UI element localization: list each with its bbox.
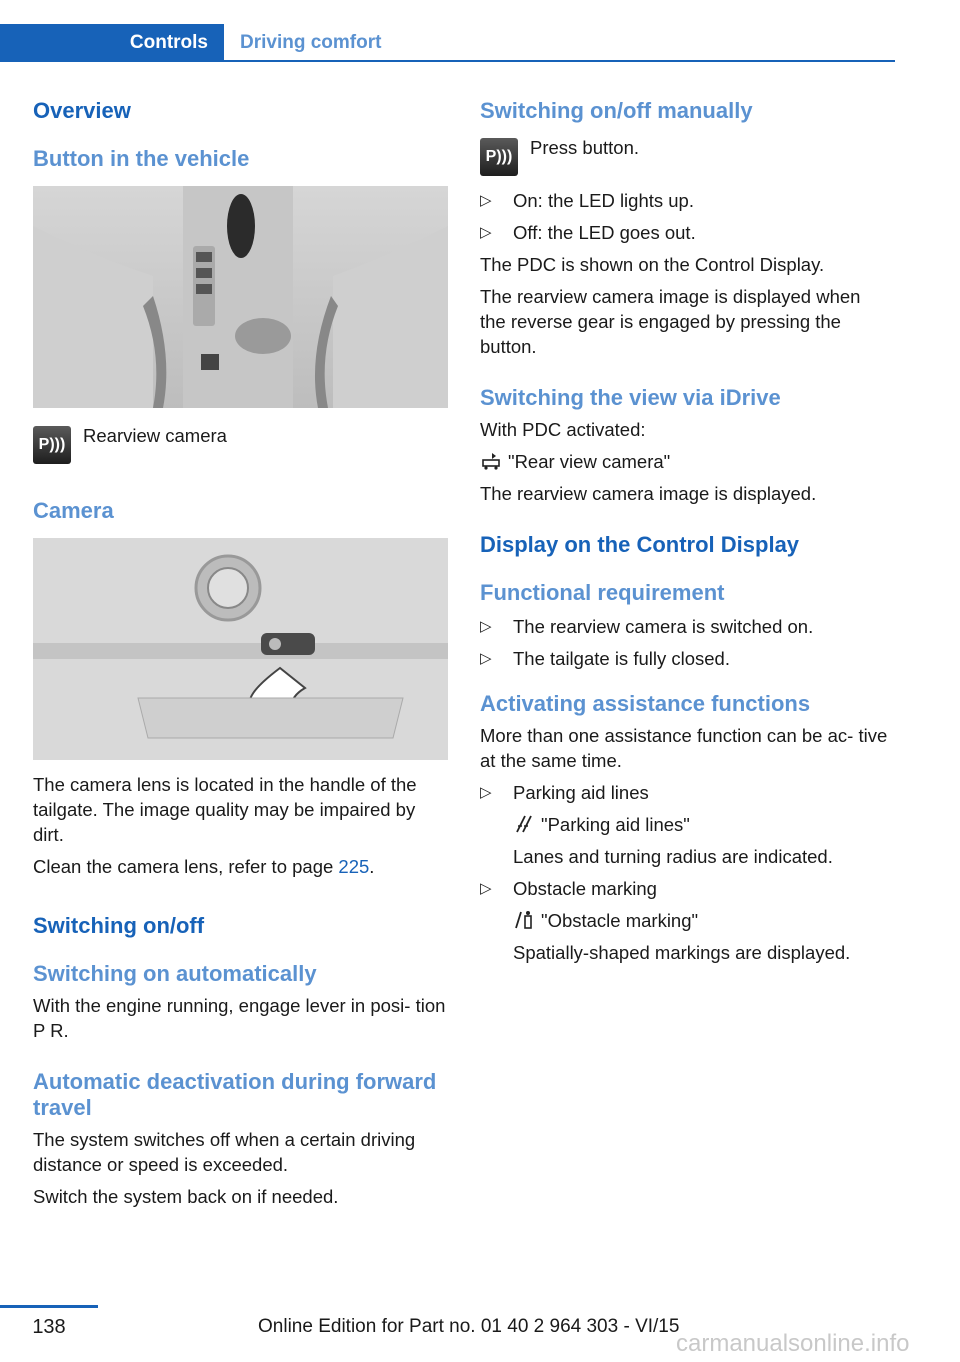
tailgate-photo <box>33 538 448 760</box>
clean-text-body: Clean the camera lens, refer to page <box>33 856 339 877</box>
assist-text: More than one assistance function can be ac‐ tive at the same time. <box>480 725 888 771</box>
deactivation-text: The system switches off when a certain driving distance or speed is exceeded. <box>33 1129 416 1175</box>
obstacle-label: "Obstacle marking" <box>541 910 699 931</box>
pdc-text: The PDC is shown on the Control Display. <box>480 254 825 275</box>
page-number: 138 <box>32 1316 66 1338</box>
page-ref-link[interactable]: 225 <box>338 856 370 877</box>
bullet-icon: ▷ <box>480 618 492 635</box>
display-heading: Display on the Control Display <box>480 532 800 557</box>
press-button-row <box>480 138 890 176</box>
idrive-heading: Switching the view via iDrive <box>480 385 781 410</box>
obstacle-marking-icon <box>513 908 535 930</box>
list-item <box>480 646 890 671</box>
reverse-text: The rearview camera image is displayed when the reverse gear is engaged by pressing the button. <box>480 286 861 357</box>
list-item-text: The tailgate is fully closed. <box>513 648 730 669</box>
led-list <box>480 188 890 245</box>
overview-heading: Overview <box>33 98 131 123</box>
header-subsection: Driving comfort <box>240 32 382 53</box>
list-item-text: Off: the LED goes out. <box>513 222 696 243</box>
list-item-text: On: the LED lights up. <box>513 190 694 211</box>
left-column <box>33 96 448 1209</box>
watermark: carmanualsonline.info <box>676 1330 910 1357</box>
rear-view-option <box>480 449 890 474</box>
camera-car-icon <box>480 449 502 471</box>
list-item <box>480 188 890 213</box>
deactivation-text-2: Switch the system back on if needed. <box>33 1186 339 1207</box>
list-item <box>480 876 890 965</box>
footer-divider <box>0 1305 98 1308</box>
auto-heading: Switching on automatically <box>33 961 317 986</box>
auto-text: With the engine running, engage lever in posi‐ tion P R. <box>33 995 446 1041</box>
header-section-tab <box>0 24 224 62</box>
camera-heading: Camera <box>33 498 114 523</box>
pdc-button-icon-2: P))) <box>480 138 518 176</box>
obstacle-option <box>513 908 890 933</box>
camera-text: The camera lens is located in the handle of the tailgate. The image quality may be impaired by dirt. <box>33 774 417 845</box>
obstacle-title: Obstacle marking <box>513 878 657 899</box>
console-photo <box>33 186 448 408</box>
parking-lines-icon <box>513 812 535 834</box>
idrive-text: With PDC activated: <box>480 419 646 440</box>
list-item <box>480 220 890 245</box>
header-section-label: Controls <box>129 32 208 53</box>
pdc-button-icon: P))) <box>33 426 71 464</box>
rearview-icon-row <box>33 426 448 464</box>
press-button-text: Press button. <box>530 137 640 158</box>
assist-heading: Activating assistance functions <box>480 691 811 716</box>
manual-heading: Switching on/off manually <box>480 98 753 123</box>
obstacle-desc: Spatially-shaped markings are displayed. <box>513 942 851 963</box>
parking-desc: Lanes and turning radius are indicated. <box>513 846 833 867</box>
bullet-icon: ▷ <box>480 650 492 667</box>
right-column <box>480 96 890 972</box>
edition-text: Online Edition for Part no. 01 40 2 964 303 - VI/15 <box>258 1316 680 1337</box>
bullet-icon: ▷ <box>480 784 492 801</box>
list-item <box>480 614 890 639</box>
clean-text: Clean the camera lens, refer to page 225. <box>33 856 375 877</box>
rearview-icon-label: Rearview camera <box>83 425 227 446</box>
bullet-icon: ▷ <box>480 224 492 241</box>
rear-view-label: "Rear view camera" <box>508 451 671 472</box>
button-heading: Button in the vehicle <box>33 146 250 171</box>
switching-heading: Switching on/off <box>33 913 205 938</box>
functional-heading: Functional requirement <box>480 580 725 605</box>
bullet-icon: ▷ <box>480 880 492 897</box>
functional-list <box>480 614 890 671</box>
bullet-icon: ▷ <box>480 192 492 209</box>
deactivation-heading: Automatic deactivation during forward travel <box>33 1069 437 1120</box>
list-item-text: The rearview camera is switched on. <box>513 616 814 637</box>
header-divider <box>224 60 895 62</box>
list-item <box>480 780 890 869</box>
parking-title: Parking aid lines <box>513 782 649 803</box>
parking-label: "Parking aid lines" <box>541 814 690 835</box>
assist-list <box>480 780 890 965</box>
rear-view-result: The rearview camera image is displayed. <box>480 483 817 504</box>
parking-option <box>513 812 890 837</box>
